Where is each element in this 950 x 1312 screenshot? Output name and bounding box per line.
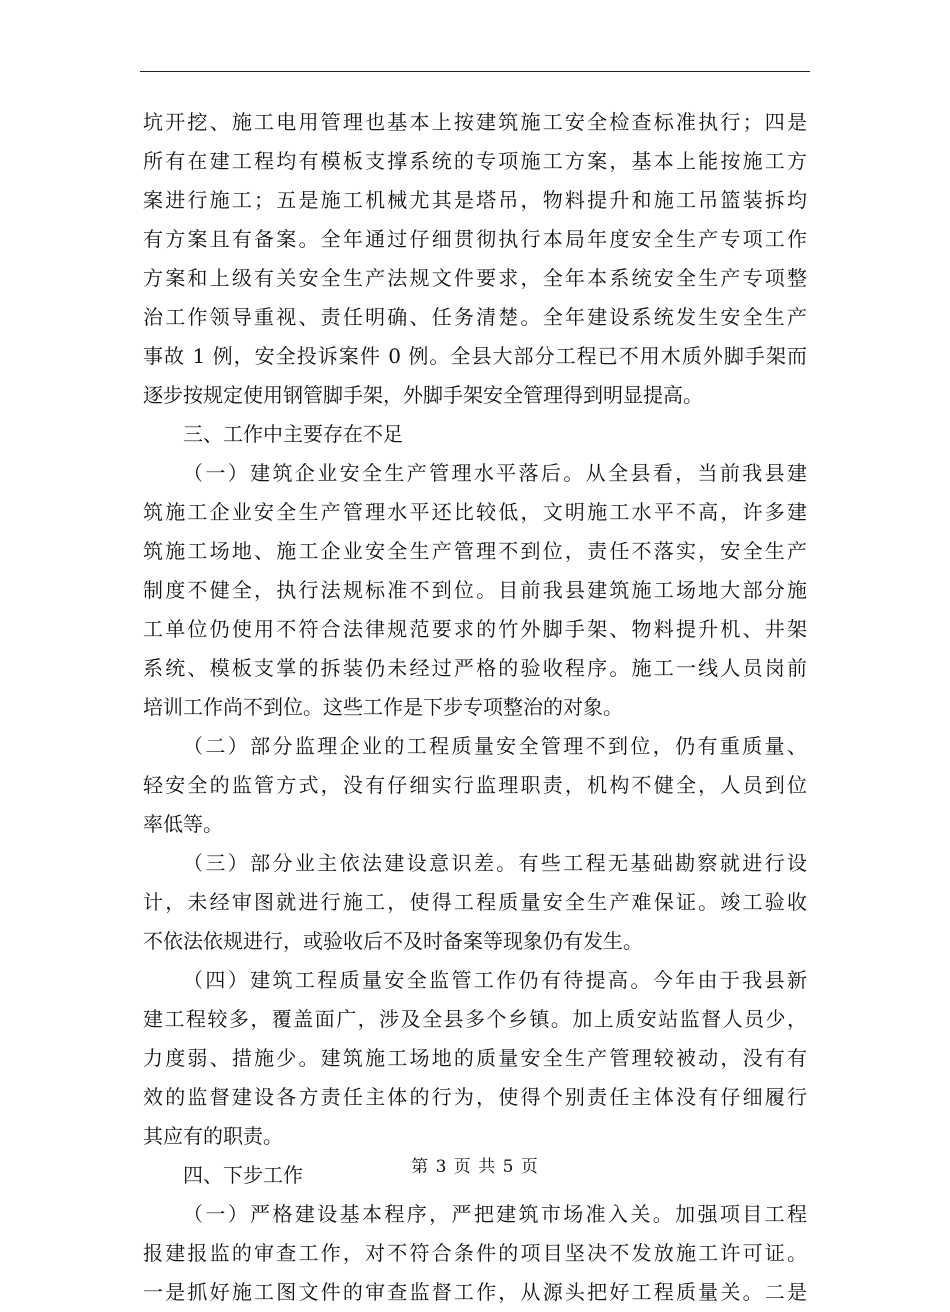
text-line: （一）严格建设基本程序，严把建筑市场准入关。加强项目工程 — [183, 1202, 807, 1226]
text-line: 一是抓好施工图文件的审查监督工作，从源头把好工程质量关。二是 — [143, 1280, 807, 1304]
page-number-footer: 第 3 页 共 5 页 — [411, 1157, 539, 1177]
text-line: 坑开挖、施工电用管理也基本上按建筑施工安全检查标准执行；四是 — [143, 110, 807, 134]
text-line: 系统、模板支掌的拆装仍未经过严格的验收程序。施工一线人员岗前 — [143, 656, 807, 680]
body-text — [143, 103, 807, 1312]
text-line: 力度弱、措施少。建筑施工场地的质量安全生产管理较被动，没有有 — [143, 1046, 807, 1070]
text-line: 事故 1 例，安全投诉案件 0 例。全县大部分工程已不用木质外脚手架而 — [143, 344, 807, 368]
text-line: （三）部分业主依法建设意识差。有些工程无基础勘察就进行设 — [183, 851, 807, 875]
text-line: 案进行施工；五是施工机械尤其是塔吊，物料提升和施工吊篮装拆均 — [143, 188, 807, 212]
header-rule — [140, 71, 810, 72]
text-line: 率低等。 — [143, 812, 223, 836]
section-heading: 四、下步工作 — [183, 1163, 303, 1187]
text-line: （一）建筑企业安全生产管理水平落后。从全县看，当前我县建 — [183, 461, 807, 485]
text-line: 培训工作尚不到位。这些工作是下步专项整治的对象。 — [143, 695, 623, 719]
text-line: 方案和上级有关安全生产法规文件要求，全年本系统安全生产专项整 — [143, 266, 807, 290]
text-line: 制度不健全，执行法规标准不到位。目前我县建筑施工场地大部分施 — [143, 578, 807, 602]
text-line: 建工程较多，覆盖面广，涉及全县多个乡镇。加上质安站监督人员少， — [143, 1007, 807, 1031]
text-line: 其应有的职责。 — [143, 1124, 283, 1148]
text-line: （二）部分监理企业的工程质量安全管理不到位，仍有重质量、 — [183, 734, 807, 758]
text-line: 不依法依规进行，或验收后不及时备案等现象仍有发生。 — [143, 929, 643, 953]
text-line: 筑施工场地、施工企业安全生产管理不到位，责任不落实，安全生产 — [143, 539, 807, 563]
text-line: 计，未经审图就进行施工，使得工程质量安全生产难保证。竣工验收 — [143, 890, 807, 914]
text-line: 所有在建工程均有模板支撑系统的专项施工方案，基本上能按施工方 — [143, 149, 807, 173]
text-line: 治工作领导重视、责任明确、任务清楚。全年建设系统发生安全生产 — [143, 305, 807, 329]
text-line: 逐步按规定使用钢管脚手架，外脚手架安全管理得到明显提高。 — [143, 383, 703, 407]
text-line: 工单位仍使用不符合法律规范要求的竹外脚手架、物料提升机、井架 — [143, 617, 807, 641]
text-line: 效的监督建设各方责任主体的行为，使得个别责任主体没有仔细履行 — [143, 1085, 807, 1109]
text-line: （四）建筑工程质量安全监管工作仍有待提高。今年由于我县新 — [183, 968, 807, 992]
text-line: 轻安全的监管方式，没有仔细实行监理职责，机构不健全，人员到位 — [143, 773, 807, 797]
section-heading: 三、工作中主要存在不足 — [183, 422, 403, 446]
text-line: 有方案且有备案。全年通过仔细贯彻执行本局年度安全生产专项工作 — [143, 227, 807, 251]
text-line: 筑施工企业安全生产管理水平还比较低，文明施工水平不高，许多建 — [143, 500, 807, 524]
text-line: 报建报监的审查工作，对不符合条件的项目坚决不发放施工许可证。 — [143, 1241, 807, 1265]
